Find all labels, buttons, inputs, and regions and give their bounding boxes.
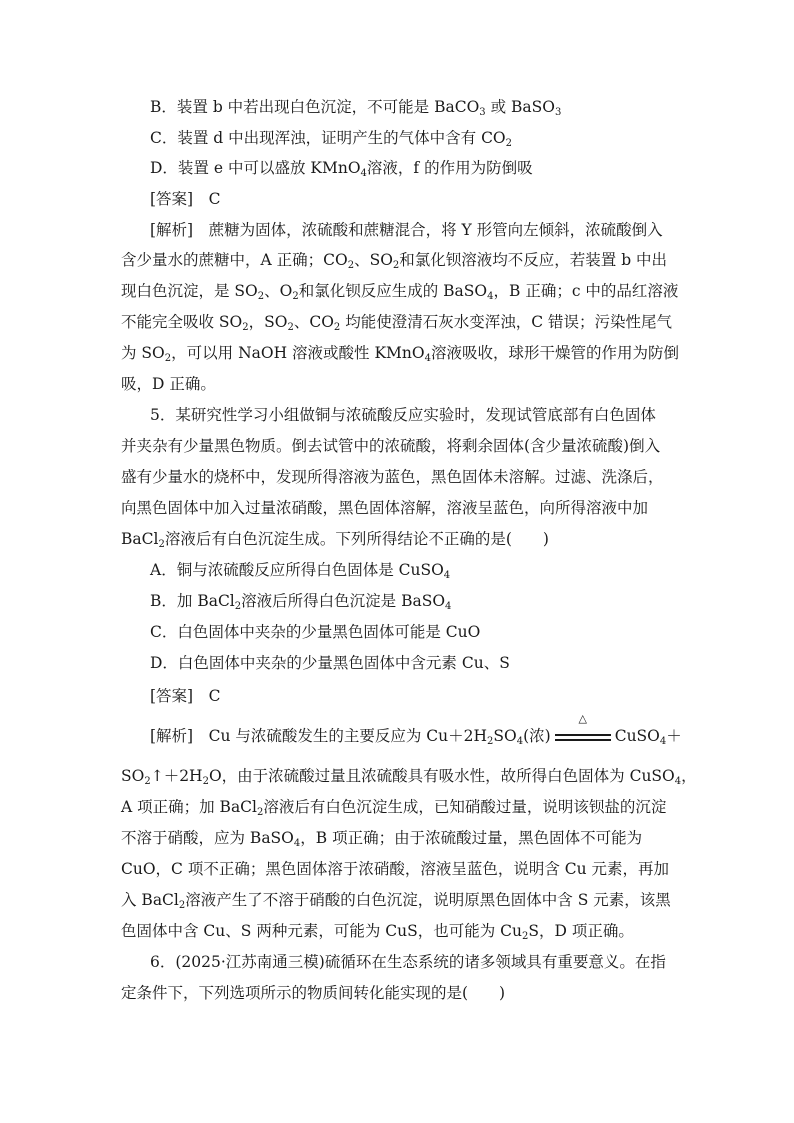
q4-analysis-line: 吸，D 正确。 [121,375,216,393]
q4-analysis-line: 为 $SO_2$，可以用 NaOH 溶液或酸性 KMnO$_4$溶液吸收，球形干燥管的作用为防倒 [121,344,679,364]
q5-analysis-line: $SO_2↑+2H_2O$，由于浓硫酸过量且浓硫酸具有吸水性，故所得白色固体为 CuSO$_4$， [121,767,697,787]
q5-analysis-line: [解析] Cu 与浓硫酸发生的主要反应为 $Cu+2H_2SO_4$(浓) △ CuSO$_4$＋ [150,712,682,747]
q5-stem-line: 并夹杂有少量黑色物质。倒去试管中的浓硫酸，将剩余固体(含少量浓硫酸)倒入 [121,437,661,455]
q5-stem-line: 5．某研究性学习小组做铜与浓硫酸反应实验时，发现试管底部有白色固体 [150,406,656,424]
q4-analysis-line: 不能完全吸收 $SO_2$，$SO_2$、$CO_2$ 均能使澄清石灰水变浑浊，C 错误；污染性尾气 [121,313,673,333]
q5-stem-line: 向黑色固体中加入过量浓硝酸，黑色固体溶解，溶液呈蓝色，向所得溶液中加 [121,499,649,517]
q4-analysis-line: 现白色沉淀，是 $SO_2$、$O_2$和氯化钡反应生成的 BaSO$_4$，B 正确；c 中的品红溶液 [121,282,679,302]
delta-heat-symbol: △ [578,712,587,725]
q4-analysis-line: [解析] 蔗糖为固体，浓硫酸和蔗糖混合，将 Y 形管向左倾斜，浓硫酸倒入 [150,221,663,239]
q5-option-b: B．加 BaCl$_2$溶液后所得白色沉淀是 BaSO$_4$ [150,592,452,612]
q5-option-d: D．白色固体中夹杂的少量黑色固体中含元素 Cu、S [150,654,510,672]
q5-option-c: C．白色固体中夹杂的少量黑色固体可能是 CuO [150,623,481,641]
q4-option-d: D．装置 e 中可以盛放 KMnO$_4$溶液，f 的作用为防倒吸 [150,159,533,179]
q6-stem-line: 6．(2025·江苏南通三模)硫循环在生态系统的诸多领域具有重要意义。在指 [150,953,666,971]
q4-analysis-line: 含少量水的蔗糖中，A 正确；$CO_2$、$SO_2$和氯化钡溶液均不反应，若装置 b 中出 [121,251,668,271]
q4-option-c: C．装置 d 中出现浑浊，证明产生的气体中含有 $CO_2$ [150,129,513,149]
q5-analysis-line: A 项正确；加 BaCl$_2$溶液后有白色沉淀生成，已知硝酸过量，说明该钡盐的沉淀 [121,798,667,818]
q5-analysis-line: 入 BaCl$_2$溶液产生了不溶于硝酸的白色沉淀，说明原黑色固体中含 S 元素，该黑 [121,891,671,911]
q5-analysis-line: 不溶于硝酸，应为 BaSO$_4$，B 项正确；由于浓硫酸过量，黑色固体不可能为 [121,829,643,849]
q4-option-b: B．装置 b 中若出现白色沉淀，不可能是 BaCO$_3$ 或 BaSO$_3$ [150,98,562,118]
q5-stem-line: BaCl$_2$溶液后有白色沉淀生成。下列所得结论不正确的是( ) [121,530,549,550]
q6-stem-line: 定条件下，下列选项所示的物质间转化能实现的是( ) [121,984,506,1002]
q5-analysis-line: 色固体中含 Cu、S 两种元素，可能为 CuS，也可能为 $Cu_2S$，D 项正确。 [121,922,634,942]
q5-answer: [答案] C [150,687,221,705]
q5-option-a: A．铜与浓硫酸反应所得白色固体是 CuSO$_4$ [150,561,451,581]
heating-equilibrium-sign [555,712,611,743]
q5-analysis-line: CuO，C 项不正确；黑色固体溶于浓硝酸，溶液呈蓝色，说明含 Cu 元素，再加 [121,860,670,878]
q5-stem-line: 盛有少量水的烧杯中，发现所得溶液为蓝色，黑色固体未溶解。过滤、洗涤后， [121,468,664,486]
q4-answer: [答案] C [150,190,221,208]
